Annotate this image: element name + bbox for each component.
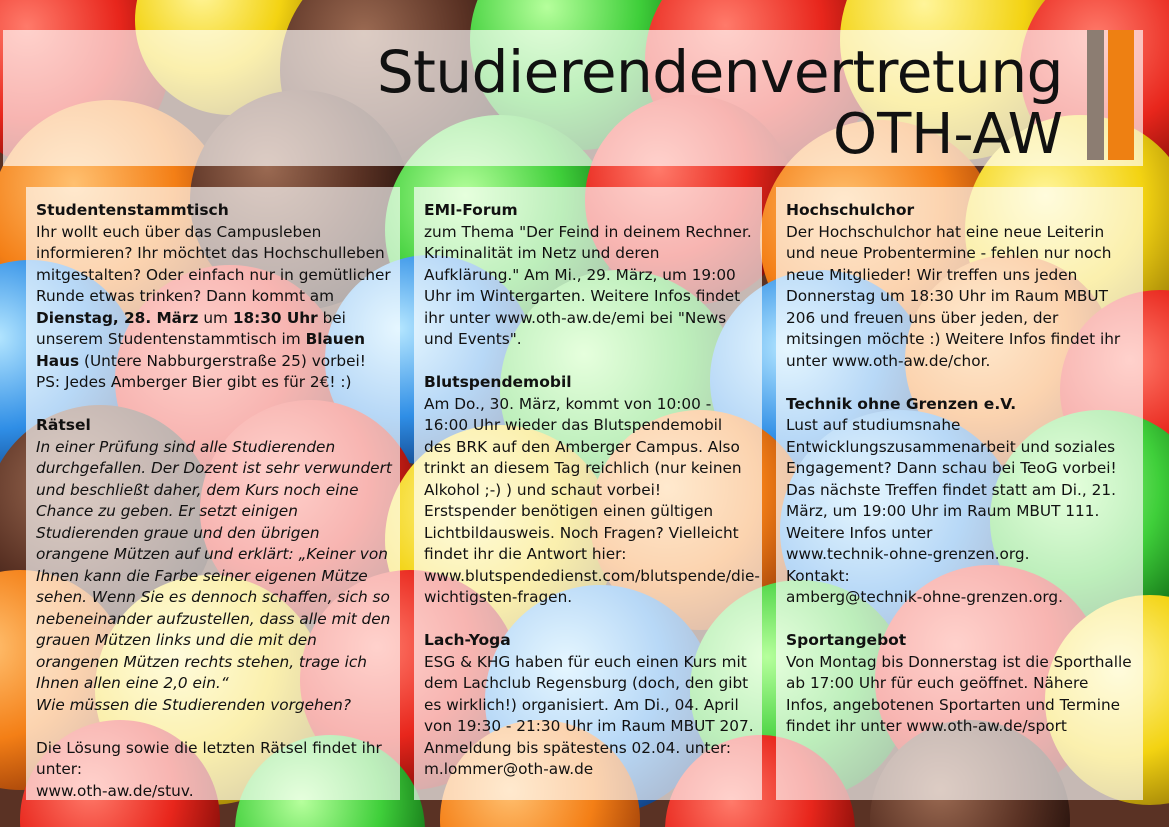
section-hochschulchor bbox=[786, 200, 1135, 372]
section-text bbox=[36, 222, 392, 373]
stammtisch-address: (Untere Nabburgerstraße 25) vorbei! bbox=[84, 351, 366, 370]
section-heading: Rätsel bbox=[36, 416, 91, 434]
page-subtitle: OTH-AW bbox=[833, 102, 1063, 167]
raetsel-question: Wie müssen die Studierenden vorgehen? bbox=[36, 695, 351, 714]
teog-url: www.technik-ohne-grenzen.org. bbox=[786, 545, 1030, 563]
section-heading: Hochschulchor bbox=[786, 201, 915, 219]
stammtisch-mid: bei unserem Studentenstammtisch im bbox=[36, 308, 346, 348]
column-left bbox=[26, 187, 400, 800]
section-lachyoga bbox=[424, 630, 754, 781]
yoga-email: m.lommer@oth-aw.de bbox=[424, 760, 594, 778]
section-text: Von Montag bis Donnerstag ist die Sporthalle ab 17:00 Uhr für euch geöffnet. Nähere Infos, angebotenen Sportarten und Termine findet ihr unter www.oth-aw.de/sport bbox=[786, 652, 1132, 735]
section-heading: Lach-Yoga bbox=[424, 631, 511, 649]
stammtisch-um: um bbox=[203, 308, 228, 327]
section-text: ESG & KHG haben für euch einen Kurs mit dem Lachclub Regensburg (doch, den gibt es wirklich!) organisiert. Am Di., 04. April von 19:30 - 21:30 Uhr im Raum MBUT 207. Anmeldung bis spätestens 02.04. unter: bbox=[424, 652, 754, 757]
section-teog bbox=[786, 394, 1135, 609]
raetsel-text: In einer Prüfung sind alle Studierenden durchgefallen. Der Dozent ist sehr verwundert und beschließt daher, dem Kurs noch eine Chance zu geben. Er setzt einigen Studierenden graue und den übrigen orangene Mützen auf und erklärt: „Keiner von Ihnen kann die Farbe seiner eigenen Mütze sehen. Wenn Sie es dennoch schaffen, sich so nebeneinander aufzustellen, dass alle mit den grauen Mützen links und die mit den orangenen Mützen rechts stehen, trage ich Ihnen allen eine 2,0 ein.“ bbox=[36, 437, 392, 692]
section-heading: Sportangebot bbox=[786, 631, 907, 649]
stammtisch-place: Blauen Haus bbox=[36, 330, 365, 370]
logo-bar-grey bbox=[1087, 30, 1104, 160]
raetsel-url: www.oth-aw.de/stuv. bbox=[36, 781, 194, 800]
section-heading: Blutspendemobil bbox=[424, 373, 572, 391]
section-heading: Technik ohne Grenzen e.V. bbox=[786, 394, 1017, 413]
raetsel-solution: Die Lösung sowie die letzten Rätsel findet ihr unter: bbox=[36, 738, 382, 778]
teog-email: amberg@technik-ohne-grenzen.org. bbox=[786, 588, 1063, 606]
stammtisch-date: Dienstag, 28. März bbox=[36, 308, 199, 327]
stammtisch-ps: PS: Jedes Amberger Bier gibt es für 2€! :) bbox=[36, 373, 352, 391]
column-right bbox=[776, 187, 1143, 800]
section-text: Lust auf studiumsnahe Entwicklungszusammenarbeit und soziales Engagement? Dann schau bei TeoG vorbei! Das nächste Treffen findet statt am Di., 21. März, um 19:00 Uhr im Raum MBUT 111. bbox=[786, 416, 1117, 520]
section-stammtisch bbox=[36, 200, 392, 394]
teog-contact-label: Kontakt: bbox=[786, 566, 850, 585]
logo-bar-orange bbox=[1108, 30, 1134, 160]
section-sport bbox=[786, 630, 1135, 738]
blut-url: www.blutspendedienst.com/blutspende/die-wichtigsten-fragen. bbox=[424, 566, 760, 606]
section-text: zum Thema "Der Feind in deinem Rechner. Kriminalität im Netz und deren Aufklärung." Am Mi., 29. März, um 19:00 Uhr im Wintergarten. Weitere Infos findet ihr unter www.oth-aw.de/emi bei "News und Events". bbox=[424, 222, 752, 348]
column-middle bbox=[414, 187, 762, 800]
section-heading: EMI-Forum bbox=[424, 201, 518, 219]
teog-more: Weitere Infos unter bbox=[786, 523, 933, 542]
section-emi bbox=[424, 200, 754, 351]
page-title: Studierendenvertretung bbox=[376, 38, 1063, 106]
section-text: Am Do., 30. März, kommt von 10:00 - 16:00 Uhr wieder das Blutspendemobil des BRK auf den Amberger Campus. Also trinkt an diesem Tag reichlich (nur keinen Alkohol ;-) ) und schaut vorbei! Erstspender benötigen einen gültigen Lichtbildausweis. Noch Fragen? Vielleicht findet ihr die Antwort hier: bbox=[424, 394, 742, 563]
section-text: Der Hochschulchor hat eine neue Leiterin und neue Probentermine - fehlen nur noch neue Mitglieder! Wir treffen uns jeden Donnerstag um 18:30 Uhr im Raum MBUT 206 und freuen uns über jeden, der mitsingen möchte :) Weitere Infos findet ihr unter www.oth-aw.de/chor. bbox=[786, 222, 1121, 370]
header-panel bbox=[3, 30, 1143, 166]
stammtisch-time: 18:30 Uhr bbox=[232, 308, 318, 327]
section-blutspende bbox=[424, 372, 760, 609]
section-raetsel bbox=[36, 415, 392, 800]
section-heading: Studentenstammtisch bbox=[36, 201, 229, 219]
stammtisch-intro: Ihr wollt euch über das Campusleben informieren? Ihr möchtet das Hochschulleben mitgestalten? Oder einfach nur in gemütlicher Runde etwas trinken? Dann kommt am bbox=[36, 222, 391, 305]
